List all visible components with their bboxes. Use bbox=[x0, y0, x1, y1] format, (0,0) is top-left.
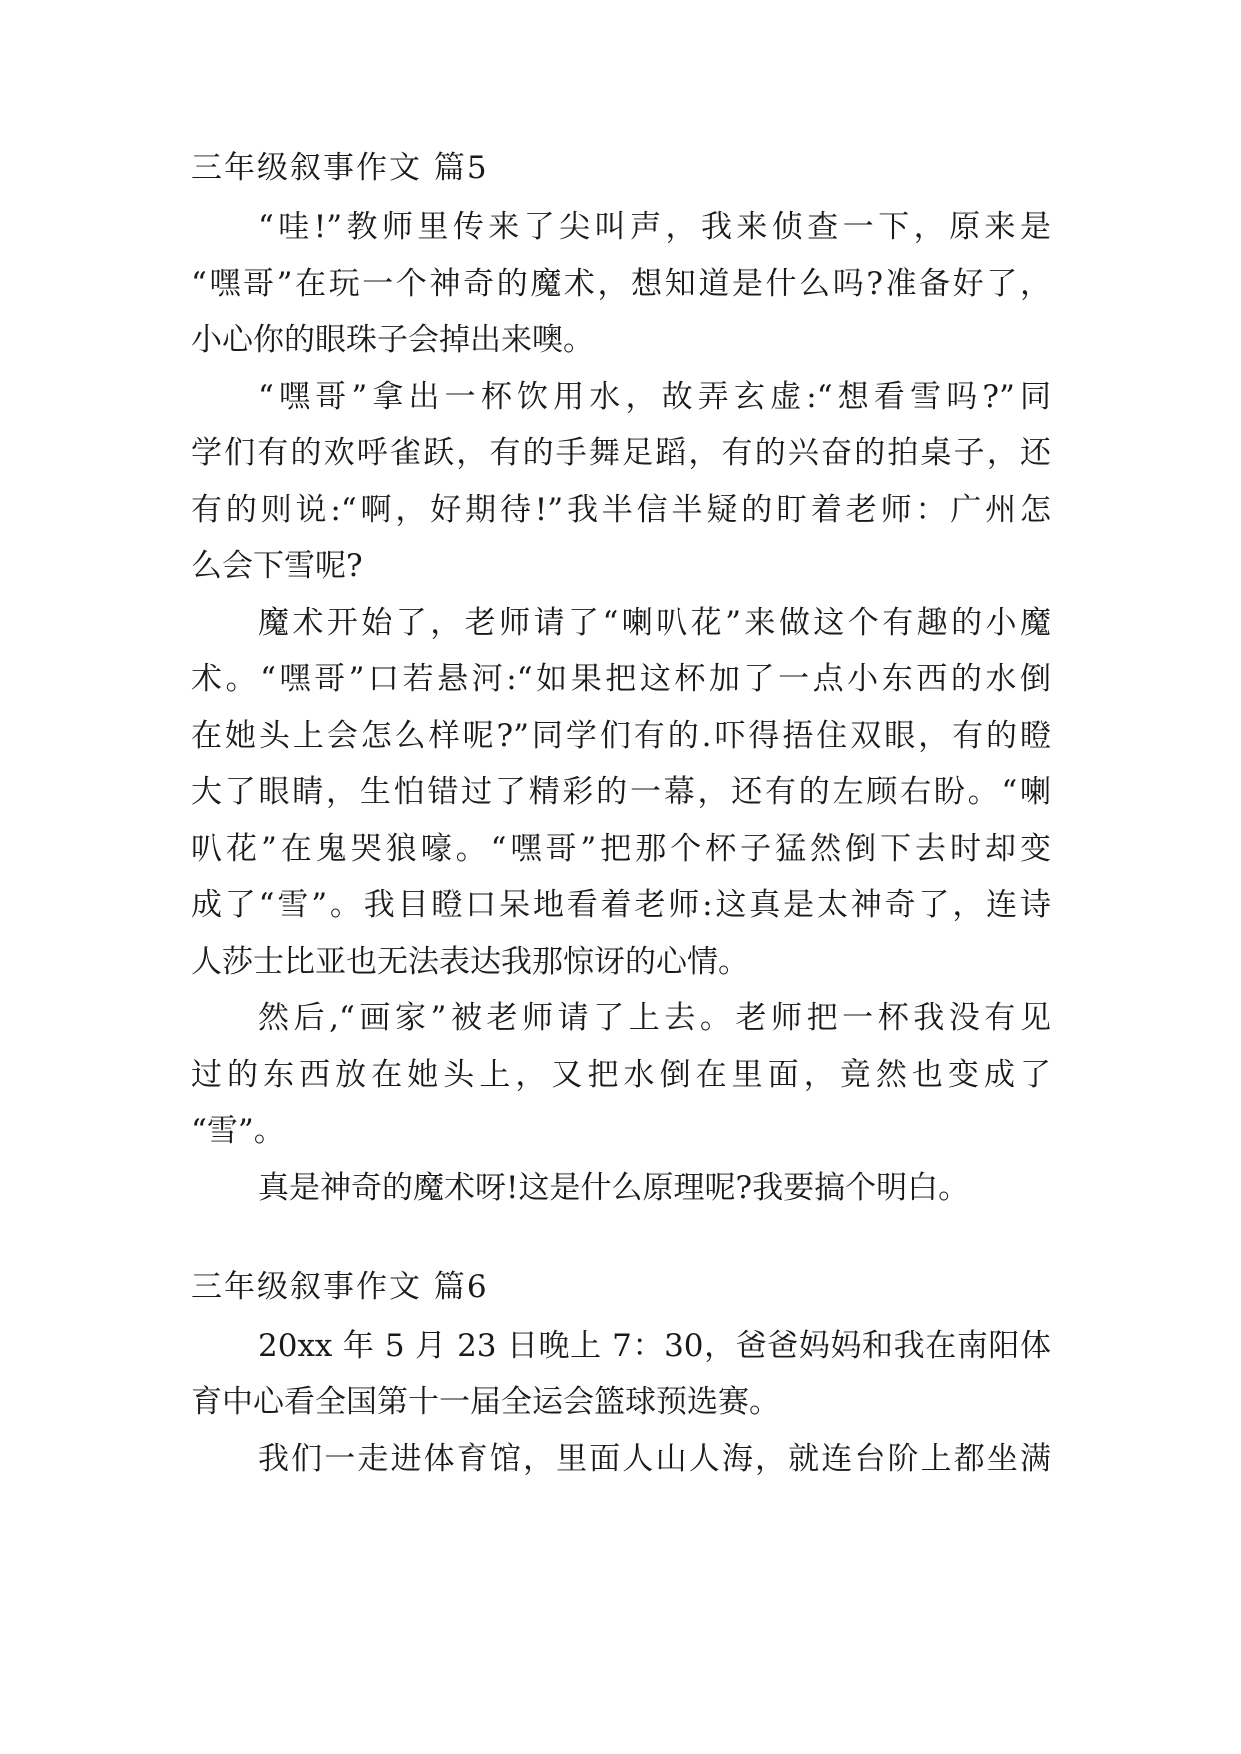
paragraph-line: 20xx 年 5 月 23 日晚上 7：30，爸爸妈妈和我在南阳体 bbox=[258, 1328, 1051, 1364]
paragraph-line: 学们有的欢呼雀跃，有的手舞足蹈，有的兴奋的拍桌子，还 bbox=[191, 435, 1051, 471]
paragraph-line: 术。“嘿哥”口若悬河:“如果把这杯加了一点小东西的水倒 bbox=[191, 661, 1051, 697]
paragraph-line: 大了眼睛，生怕错过了精彩的一幕，还有的左顾右盼。“喇 bbox=[191, 774, 1051, 810]
paragraph-line: 魔术开始了，老师请了“喇叭花”来做这个有趣的小魔 bbox=[258, 605, 1051, 641]
paragraph-line: “雪”。 bbox=[191, 1113, 285, 1149]
paragraph-line: “哇!”教师里传来了尖叫声，我来侦查一下，原来是 bbox=[258, 209, 1051, 245]
paragraph-line: 过的东西放在她头上，又把水倒在里面，竟然也变成了 bbox=[191, 1057, 1051, 1093]
paragraph-line: 人莎士比亚也无法表达我那惊讶的心情。 bbox=[191, 944, 749, 980]
paragraph-line: 有的则说:“啊，好期待!”我半信半疑的盯着老师：广州怎 bbox=[191, 492, 1051, 528]
section-heading: 三年级叙事作文 篇5 bbox=[191, 150, 489, 186]
paragraph-line: 然后,“画家”被老师请了上去。老师把一杯我没有见 bbox=[258, 1000, 1051, 1036]
paragraph-line: 么会下雪呢? bbox=[191, 548, 363, 584]
paragraph-line: “嘿哥”在玩一个神奇的魔术，想知道是什么吗?准备好了， bbox=[191, 266, 1051, 302]
paragraph-line: 在她头上会怎么样呢?”同学们有的.吓得捂住双眼，有的瞪 bbox=[191, 718, 1051, 754]
paragraph-line: 育中心看全国第十一届全运会篮球预选赛。 bbox=[191, 1384, 780, 1420]
paragraph-line: 我们一走进体育馆，里面人山人海，就连台阶上都坐满 bbox=[258, 1441, 1051, 1477]
paragraph-line: 真是神奇的魔术呀!这是什么原理呢?我要搞个明白。 bbox=[258, 1170, 970, 1206]
section-heading: 三年级叙事作文 篇6 bbox=[191, 1269, 489, 1305]
paragraph-line: 成了“雪”。我目瞪口呆地看着老师:这真是太神奇了，连诗 bbox=[191, 887, 1051, 923]
paragraph-line: 叭花”在鬼哭狼嚎。“嘿哥”把那个杯子猛然倒下去时却变 bbox=[191, 831, 1051, 867]
paragraph-line: 小心你的眼珠子会掉出来噢。 bbox=[191, 322, 594, 358]
paragraph-line: “嘿哥”拿出一杯饮用水，故弄玄虚:“想看雪吗?”同 bbox=[258, 379, 1051, 415]
